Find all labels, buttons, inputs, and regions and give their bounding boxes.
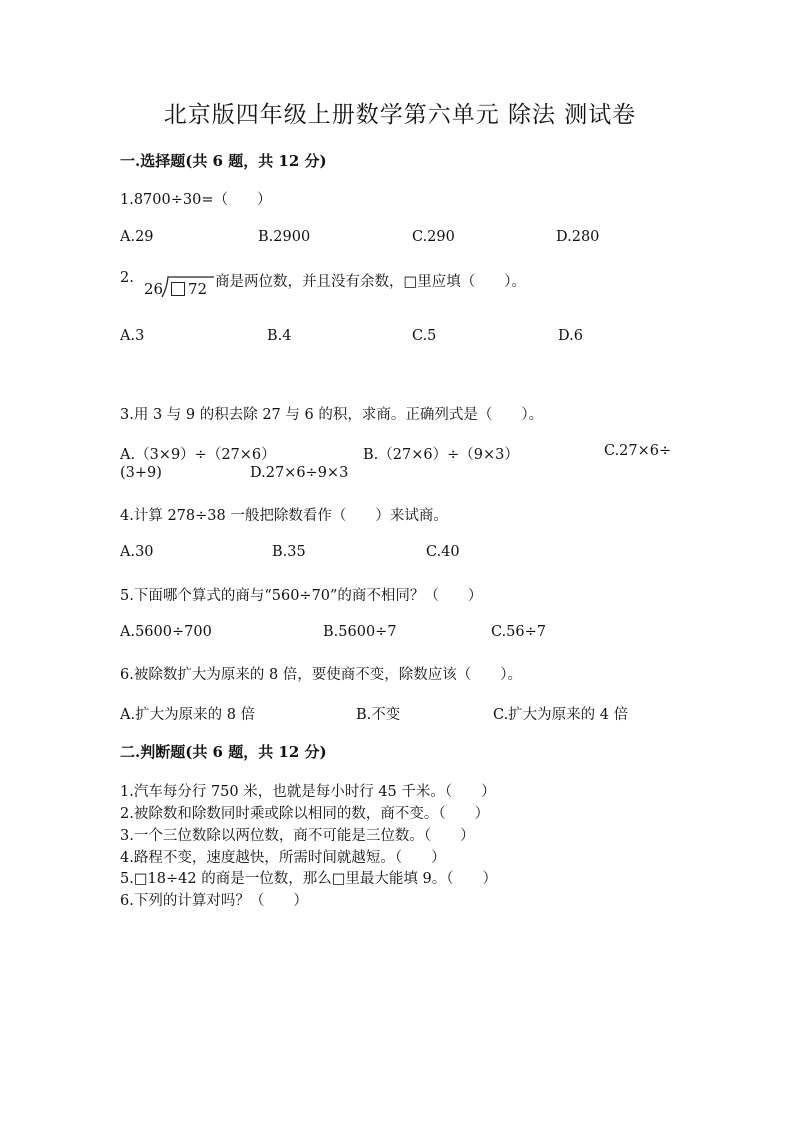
long-division-dividend: 72	[188, 280, 208, 298]
judgment-item-3: 3.一个三位数除以两位数，商不可能是三位数。（ ）	[120, 828, 475, 844]
blank-box-icon	[171, 282, 185, 296]
question-2: 商是两位数，并且没有余数，□里应填（ ）。	[215, 274, 526, 290]
question-1: 1.8700÷30=（ ）	[120, 192, 272, 208]
q3-option-b[interactable]: B.（27×6）÷（9×3）	[363, 447, 519, 463]
q1-option-c[interactable]: C.290	[412, 229, 455, 245]
q3-option-c-continued[interactable]: (3+9)	[120, 465, 162, 481]
long-division-divisor: 26	[144, 280, 164, 298]
judgment-item-4: 4.路程不变，速度越快，所需时间就越短。（ ）	[120, 850, 446, 866]
judgment-item-2: 2.被除数和除数同时乘或除以相同的数，商不变。（ ）	[120, 806, 490, 822]
q5-option-c[interactable]: C.56÷7	[491, 624, 547, 640]
long-division-figure	[142, 276, 212, 298]
q4-option-c[interactable]: C.40	[426, 544, 460, 560]
q5-option-b[interactable]: B.5600÷7	[323, 624, 397, 640]
q2-option-d[interactable]: D.6	[558, 328, 583, 344]
q3-option-a[interactable]: A.（3×9）÷（27×6）	[120, 447, 276, 463]
q3-option-d[interactable]: D.27×6÷9×3	[250, 465, 349, 481]
q1-option-b[interactable]: B.2900	[258, 229, 311, 245]
q1-option-d[interactable]: D.280	[556, 229, 600, 245]
judgment-item-5: 5.□18÷42 的商是一位数，那么□里最大能填 9。（ ）	[120, 871, 497, 887]
question-3: 3.用 3 与 9 的积去除 27 与 6 的积，求商。正确列式是（ ）。	[120, 407, 544, 423]
question-4: 4.计算 278÷38 一般把除数看作（ ）来试商。	[120, 508, 448, 524]
q5-option-a[interactable]: A.5600÷700	[120, 624, 212, 640]
judgment-item-1: 1.汽车每分行 750 米，也就是每小时行 45 千米。（ ）	[120, 784, 496, 800]
q2-option-b[interactable]: B.4	[267, 328, 292, 344]
section-heading-judgment: 二.判断题(共 6 题，共 12 分)	[120, 743, 327, 761]
q6-option-a[interactable]: A.扩大为原来的 8 倍	[120, 707, 256, 723]
q2-option-a[interactable]: A.3	[120, 328, 145, 344]
judgment-item-6: 6.下列的计算对吗？（ ）	[120, 893, 308, 909]
question-6: 6.被除数扩大为原来的 8 倍，要使商不变，除数应该（ ）。	[120, 667, 523, 683]
q4-option-b[interactable]: B.35	[272, 544, 306, 560]
section-heading-choice: 一.选择题(共 6 题，共 12 分)	[120, 152, 327, 170]
q6-option-c[interactable]: C.扩大为原来的 4 倍	[493, 707, 629, 723]
q4-option-a[interactable]: A.30	[120, 544, 154, 560]
q2-option-c[interactable]: C.5	[412, 328, 437, 344]
q1-option-a[interactable]: A.29	[120, 229, 154, 245]
question-5: 5.下面哪个算式的商与“560÷70”的商不相同？（ ）	[120, 588, 483, 604]
page-title: 北京版四年级上册数学第六单元 除法 测试卷	[163, 102, 637, 128]
q3-option-c[interactable]: C.27×6÷	[604, 443, 672, 459]
question-2-number: 2.	[120, 270, 134, 286]
q6-option-b[interactable]: B.不变	[356, 707, 401, 723]
